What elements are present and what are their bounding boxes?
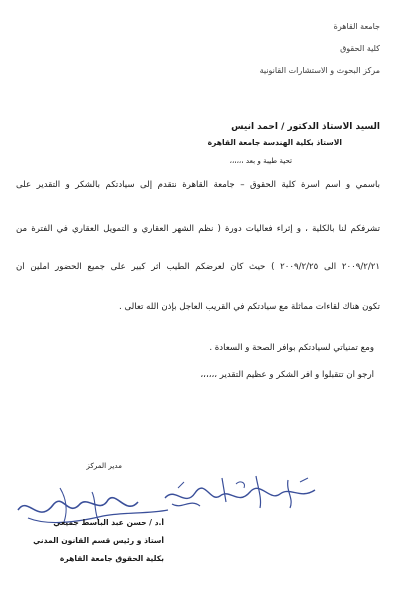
letterhead-university: جامعة القاهرة (333, 22, 380, 31)
signature-role: أستاذ و رئيس قسم القانون المدني (33, 536, 164, 545)
closing-regards: أرجو أن تتقبلوا و افر الشكر و عظيم التقدير ،،،،،، (200, 370, 374, 380)
closing-wishes: ومع تمنياتي لسيادتكم بوافر الصحة و السعادة . (209, 343, 374, 353)
addressee-position: الاستاذ بكلية الهندسة جامعة القاهرة (207, 138, 342, 147)
body-line-2: تشرفكم لنا بالكلية ، و إثراء فعاليات دورة ( نظم الشهر العقاري و التمويل العقاري في الفترة من (16, 224, 380, 234)
addressee-name: السيد الأستاذ الدكتور / احمد انيس (231, 122, 380, 132)
signature-affiliation: بكلية الحقوق جامعة القاهرة (59, 554, 164, 563)
letterhead-center: مركز البحوث و الاستشارات القانونية (259, 66, 380, 75)
signature-scribble (8, 470, 208, 540)
greeting: تحية طيبة و بعد ،،،،،، (229, 157, 292, 165)
letterhead-faculty: كلية الحقوق (340, 44, 380, 53)
signature-title: مدير المركز (86, 462, 122, 470)
body-line-4: تكون هناك لقاءات مماثلة مع سيادتكم في القريب العاجل بإذن الله تعالى . (119, 302, 380, 312)
body-line-1: باسمي و أسم أسرة كلية الحقوق – جامعة القاهرة نتقدم إلى سيادتكم بالشكر و التقدير على (16, 180, 380, 190)
signature-name: أ.د / حسن عبد الباسط جميعي (53, 518, 164, 527)
body-line-3: ٢٠٠٩/٢/٢١ الى ٢٠٠٩/٢/٢٥ ) حيث كان لعرضكم الطيب أثر كبير على جميع الحضور آملين أن (16, 262, 380, 272)
